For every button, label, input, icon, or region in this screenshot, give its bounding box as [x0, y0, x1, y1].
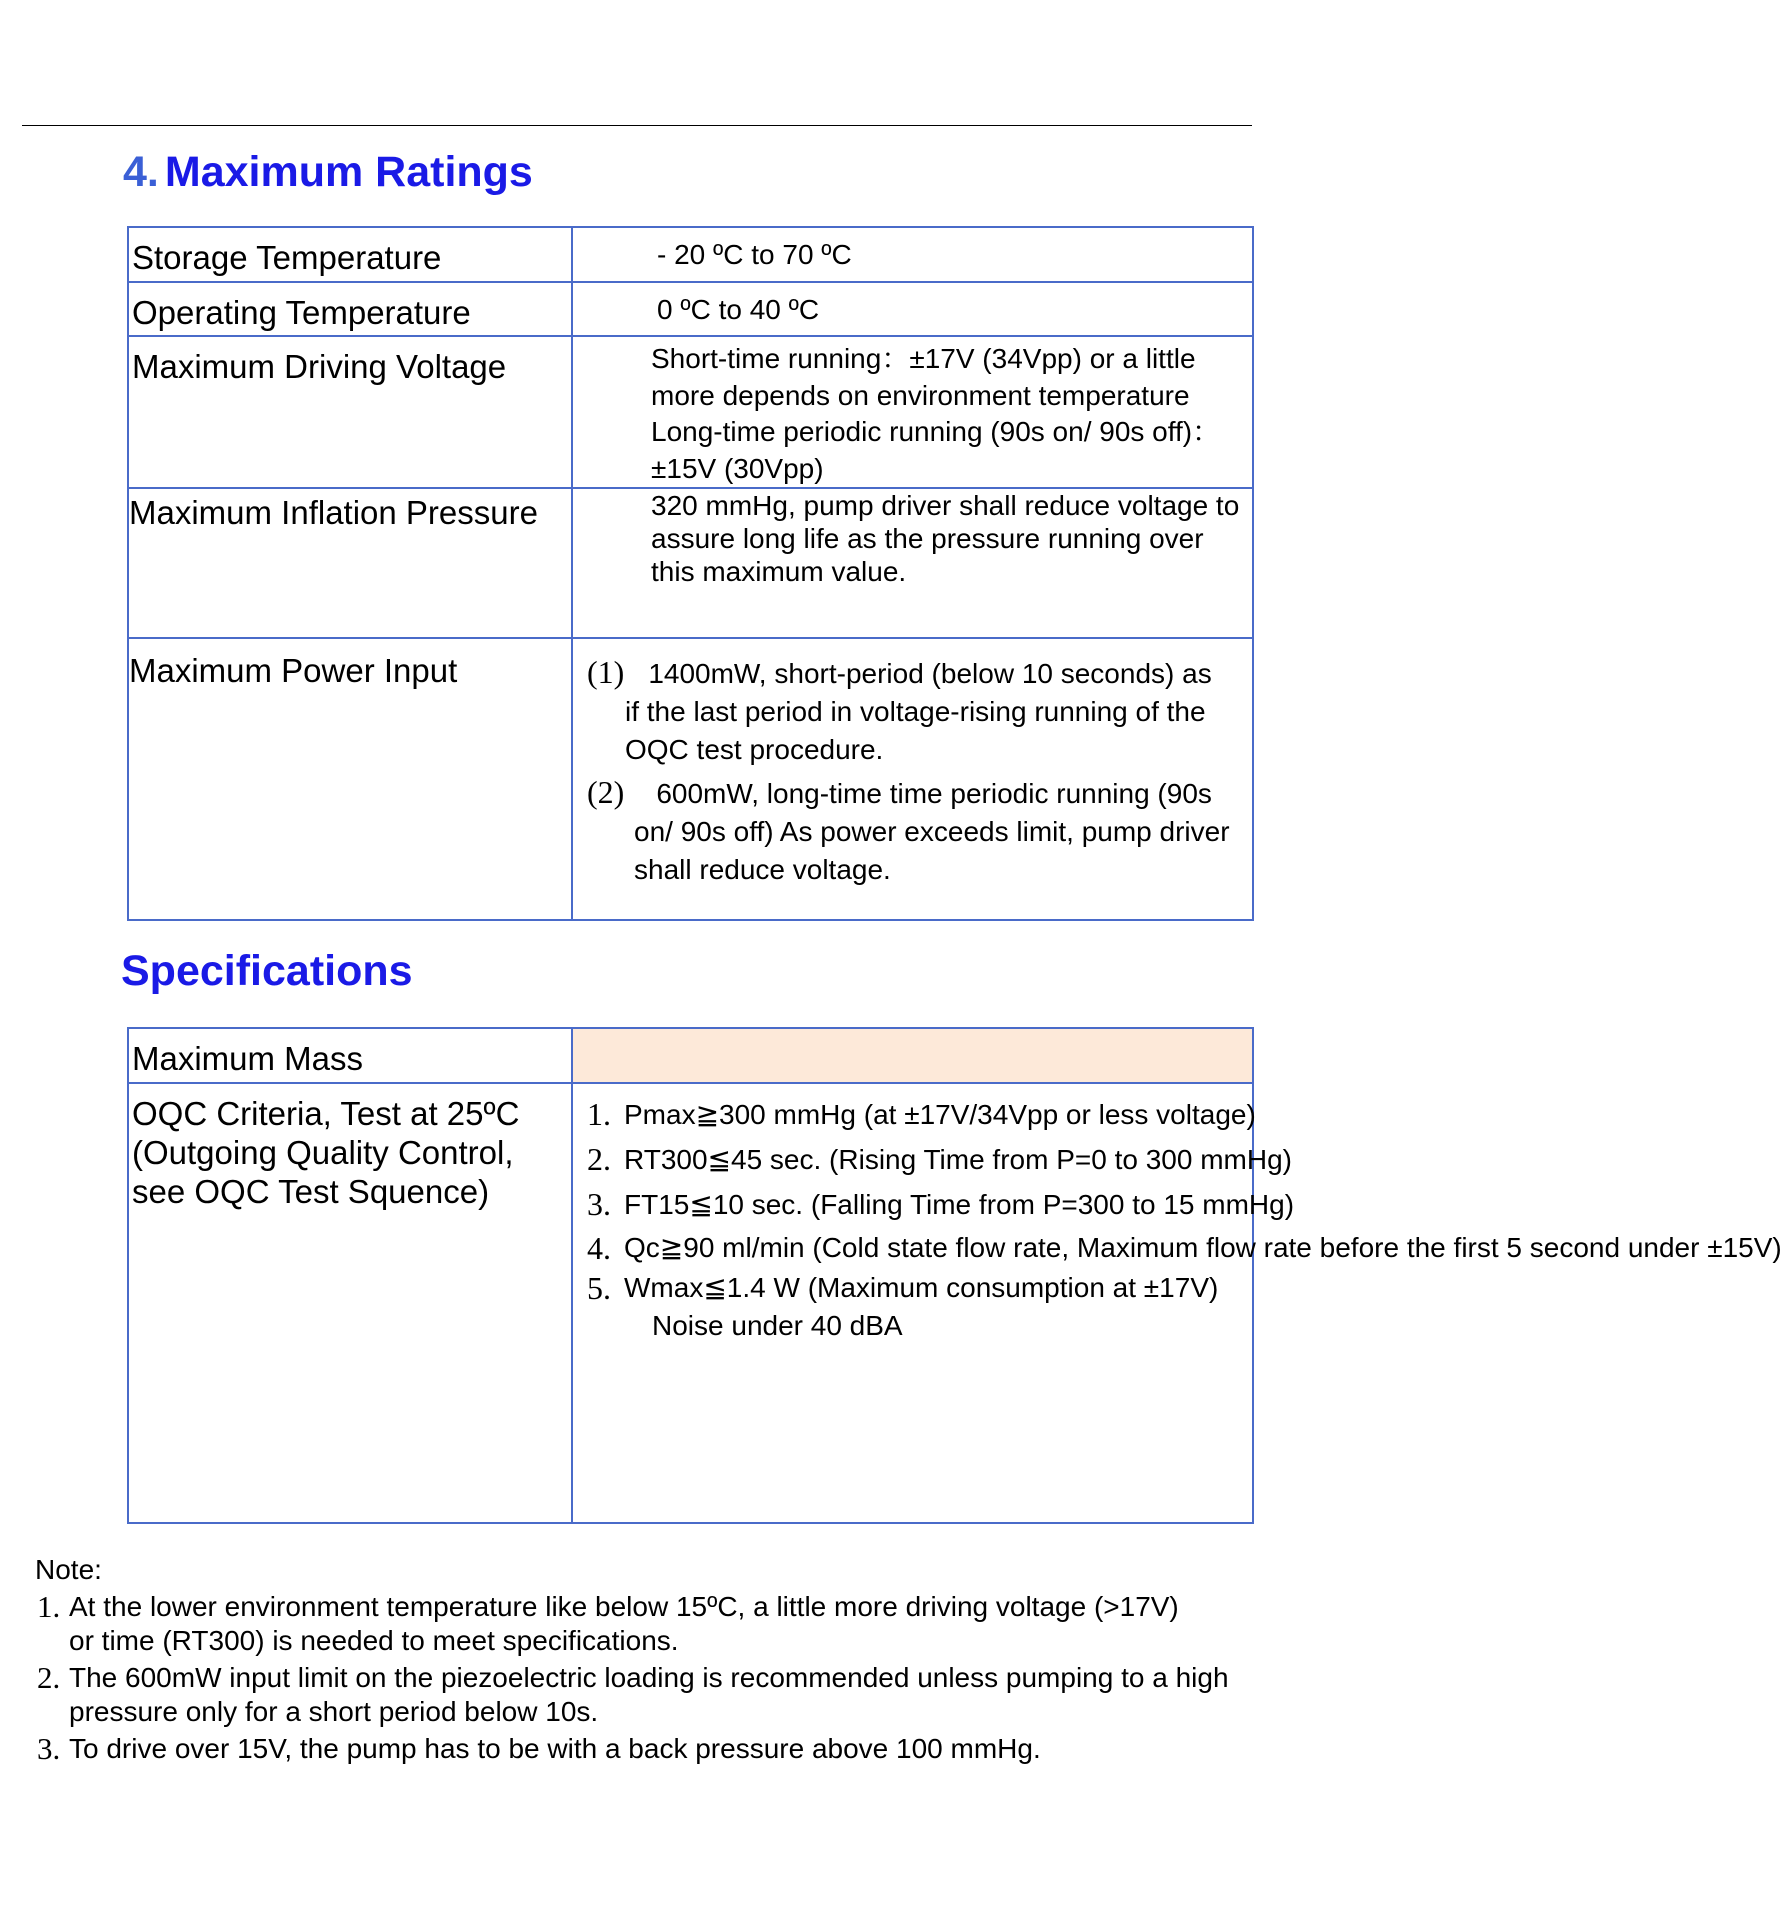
row-value-cell	[572, 336, 1253, 488]
list-item	[587, 1269, 1252, 1345]
item-text: At the lower environment temperature like below 15ºC, a little more driving voltage (>17V)	[69, 1591, 1179, 1622]
notes-title: Note:	[35, 1554, 102, 1585]
item-text: pressure only for a short period below 10s.	[69, 1696, 599, 1727]
value-line: Long-time periodic running (90s on/ 90s off)：	[651, 416, 1221, 447]
item-text: mmHg)	[1202, 1189, 1295, 1220]
label-line: (Outgoing Quality Control,	[132, 1134, 514, 1171]
row-value	[573, 337, 1252, 487]
list-item	[587, 1229, 1782, 1267]
item-text: on/ 90s off) As power exceeds limit, pump driver	[634, 816, 1230, 847]
list-item	[587, 1182, 1295, 1227]
item-text: Wmax≦1.4 W (Maximum consumption at ±17V)	[624, 1272, 1219, 1303]
value-line: more depends on environment temperature	[651, 379, 1190, 411]
row-value-cell	[572, 282, 1253, 336]
item-number: 4.	[587, 1230, 611, 1266]
row-value: 0 ºC to 40 ºC	[657, 294, 820, 325]
table-row	[128, 488, 1253, 638]
list-item	[587, 1137, 1292, 1182]
item-text: 1400mW, short-period (below 10 seconds) as	[648, 658, 1212, 689]
item-text: Noise under 40 dBA	[652, 1310, 903, 1341]
item-text: Qc≧90 ml/min (Cold state flow rate, Maximum	[624, 1232, 1199, 1263]
item-number: 3.	[587, 1186, 611, 1222]
item-text: Pmax≧300 mmHg (at ±17V/34Vpp or less	[624, 1099, 1149, 1130]
value-line: 320 mmHg, pump driver shall reduce voltage to	[651, 490, 1240, 521]
table-row	[128, 227, 1253, 282]
item-text: FT15≦10 sec. (Falling Time from P=300 to 15	[624, 1189, 1195, 1220]
item-text: The 600mW input limit on the piezoelectric loading is recommended unless pumping to a high	[69, 1662, 1229, 1693]
section-heading-specifications: Specifications	[121, 947, 413, 995]
oqc-criteria-list	[573, 1084, 1782, 1345]
specifications-table	[127, 1027, 1782, 1524]
list-item	[35, 1732, 1265, 1766]
table-row	[128, 1083, 1253, 1523]
list-item	[587, 1092, 1256, 1137]
label-line: OQC Criteria, Test at 25ºC	[132, 1095, 520, 1132]
row-label-cell	[128, 336, 572, 488]
item-text: flow rate before the first 5 second under ±15V)	[1206, 1232, 1782, 1263]
item-number: 2.	[587, 1141, 611, 1177]
maximum-ratings-table	[127, 226, 1254, 921]
row-label: Maximum Inflation Pressure	[129, 494, 538, 531]
section-heading-maximum-ratings	[123, 147, 533, 197]
row-label-cell	[128, 227, 572, 282]
item-number: (2)	[587, 774, 625, 810]
item-text: if the last period in voltage-rising running of the	[625, 696, 1206, 727]
power-input-list	[573, 639, 1252, 889]
item-text: 600mW, long-time time periodic running (90s	[656, 778, 1212, 809]
item-text: OQC test procedure.	[625, 734, 884, 765]
list-item	[587, 773, 1252, 889]
item-text: or time (RT300) is needed to meet specifications.	[69, 1625, 679, 1656]
item-text: RT300≦45 sec. (Rising Time from P=0 to 300	[624, 1144, 1193, 1175]
row-value-cell	[572, 638, 1253, 920]
table-row	[128, 282, 1253, 336]
row-label	[129, 1084, 571, 1211]
row-label-cell	[128, 488, 572, 638]
value-line: assure long life as the pressure running over	[651, 523, 1204, 554]
top-rule	[22, 125, 1252, 126]
item-text: mmHg)	[1200, 1144, 1292, 1175]
row-label-cell	[128, 1028, 572, 1083]
row-value-cell	[572, 488, 1253, 638]
row-label: Storage Temperature	[132, 239, 442, 276]
row-label: Operating Temperature	[132, 294, 471, 331]
row-value-cell	[572, 1083, 1782, 1523]
row-label: Maximum Driving Voltage	[132, 348, 507, 385]
value-line: this maximum value.	[651, 556, 907, 587]
row-label: Maximum Power Input	[129, 652, 458, 689]
item-number: 1.	[37, 1589, 61, 1624]
value-line: Short-time running：±17V (34Vpp) or a little	[651, 343, 1196, 374]
row-label: Maximum Mass	[132, 1040, 364, 1077]
row-label-cell	[128, 638, 572, 920]
item-text: shall reduce voltage.	[634, 854, 891, 885]
list-item	[35, 1661, 1265, 1729]
item-number: (1)	[587, 654, 625, 690]
item-text: To drive over 15V, the pump has to be with a back pressure above 100 mmHg.	[69, 1733, 1041, 1764]
item-text: voltage)	[1156, 1099, 1256, 1130]
item-number: 1.	[587, 1096, 611, 1132]
item-number: 2.	[37, 1660, 61, 1695]
label-line: see OQC Test Squence)	[132, 1173, 490, 1210]
value-line: ±15V (30Vpp)	[651, 452, 824, 484]
list-item	[35, 1590, 1265, 1658]
table-row	[128, 336, 1253, 488]
section-number: 4.	[123, 148, 159, 196]
row-value	[573, 489, 1252, 588]
row-value-cell	[572, 227, 1253, 282]
table-row	[128, 638, 1253, 920]
list-item	[587, 653, 1252, 769]
notes-section	[35, 1552, 1265, 1769]
row-value: - 20 ºC to 70 ºC	[657, 239, 852, 270]
section-title: Maximum Ratings	[164, 148, 533, 196]
item-number: 3.	[37, 1731, 61, 1766]
notes-list	[35, 1590, 1265, 1766]
row-value	[573, 1029, 1252, 1038]
row-label-cell	[128, 1083, 572, 1523]
row-label-cell	[128, 282, 572, 336]
mass-value-cell	[572, 1028, 1253, 1083]
table-row	[128, 1028, 1253, 1083]
item-number: 5.	[587, 1270, 611, 1306]
